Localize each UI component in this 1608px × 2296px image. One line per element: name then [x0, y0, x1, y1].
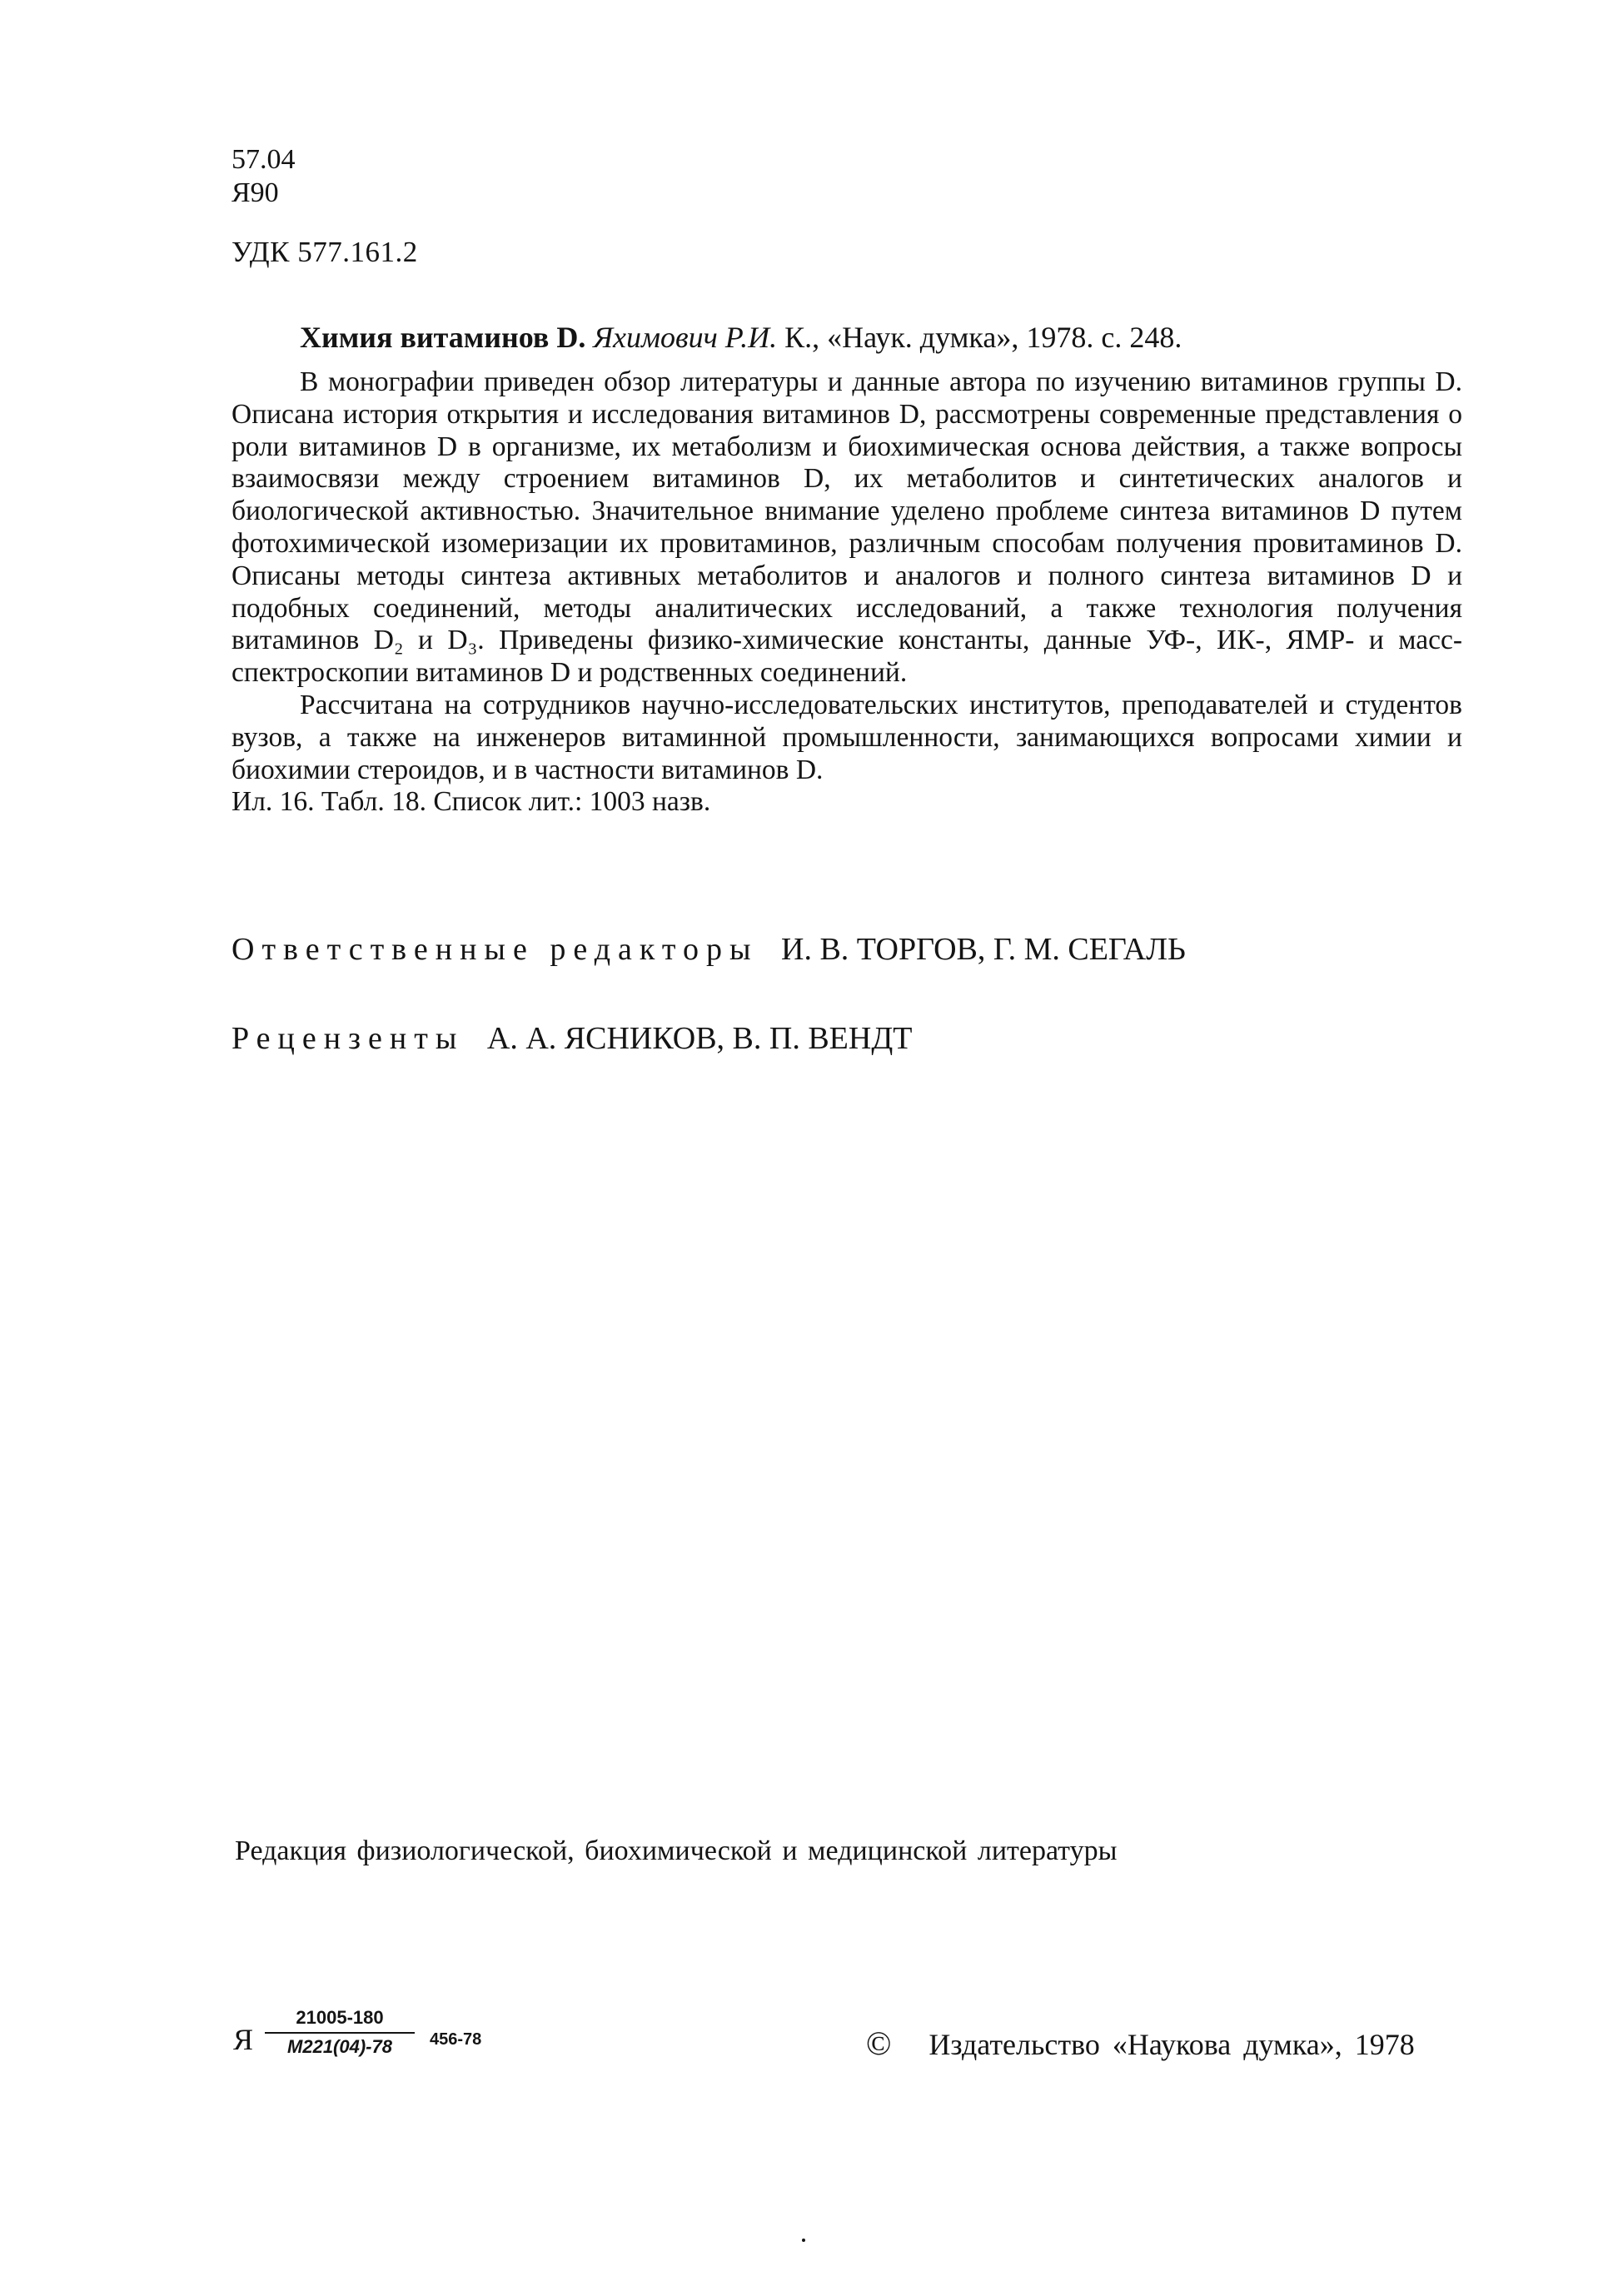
index-numerator: 21005-180 — [265, 2007, 415, 2034]
index-letter: Я — [233, 2023, 254, 2056]
classification-codes — [231, 143, 296, 210]
index-fraction — [265, 2007, 415, 2058]
page-dot — [802, 2239, 805, 2242]
reviewers-label: Рецензенты — [231, 1021, 465, 1056]
editorial-department: Редакция физиологической, биохимической и медицинской литературы — [235, 1835, 1118, 1866]
responsible-editors — [231, 931, 1186, 968]
abstract — [231, 366, 1462, 819]
book-title: Химия витаминов D. — [300, 321, 586, 354]
author-sign: Я90 — [231, 177, 279, 208]
reviewers — [231, 1020, 912, 1057]
author-name: Яхимович Р.И. — [593, 321, 778, 354]
editors-names: И. В. ТОРГОВ, Г. М. СЕГАЛЬ — [781, 932, 1186, 967]
book-stats: Ил. 16. Табл. 18. Список лит.: 1003 назв. — [231, 786, 711, 818]
publication-info: К., «Наук. думка», 1978. с. 248. — [784, 321, 1182, 354]
bibliographic-citation — [300, 320, 1182, 355]
reviewers-names: А. А. ЯСНИКОВ, В. П. ВЕНДТ — [486, 1021, 913, 1056]
audience-paragraph: Рассчитана на сотрудников научно-исследовательских институтов, преподавателей и студентов вузов, а также на инженеров витаминной промышленности, занимающихся вопросами химии и биохимии стероидов, и в частности витаминов D. — [231, 689, 1462, 785]
index-suffix: 456-78 — [430, 2030, 482, 2049]
udk-code: УДК 577.161.2 — [231, 236, 418, 268]
copyright-text: Издательство «Наукова думка», 1978 — [928, 2028, 1415, 2061]
editors-label: Ответственные редакторы — [231, 932, 759, 967]
index-denominator: М221(04)-78 — [287, 2036, 392, 2057]
bbk-code: 57.04 — [231, 144, 296, 175]
copyright-icon: © — [866, 2025, 892, 2062]
copyright-line — [866, 2024, 1415, 2063]
abstract-paragraph: В монографии приведен обзор литературы и данные автора по изучению витаминов группы D. Описана история открытия и исследования витаминов D, рассмотрены современные представления о роли витаминов D в организме, их метаболизм и биохимическая основа действия, а также вопросы взаимосвязи между строением витаминов D, их метаболитов и синтетических аналогов и биологической активностью. Значительное внимание уделено проблеме синтеза витаминов D путем фотохимической изомеризации их провитаминов, различным способам получения провитаминов D. Описаны методы синтеза активных метаболитов и аналогов и полного синтеза витаминов D и подобных соединений, методы аналитических исследований, а также технология получения витаминов D₂ и D₃. Приведены физико-химические константы, данные УФ-, ИК-, ЯМР- и масс-спектроскопии витаминов D и родственных соединений. — [231, 366, 1462, 689]
